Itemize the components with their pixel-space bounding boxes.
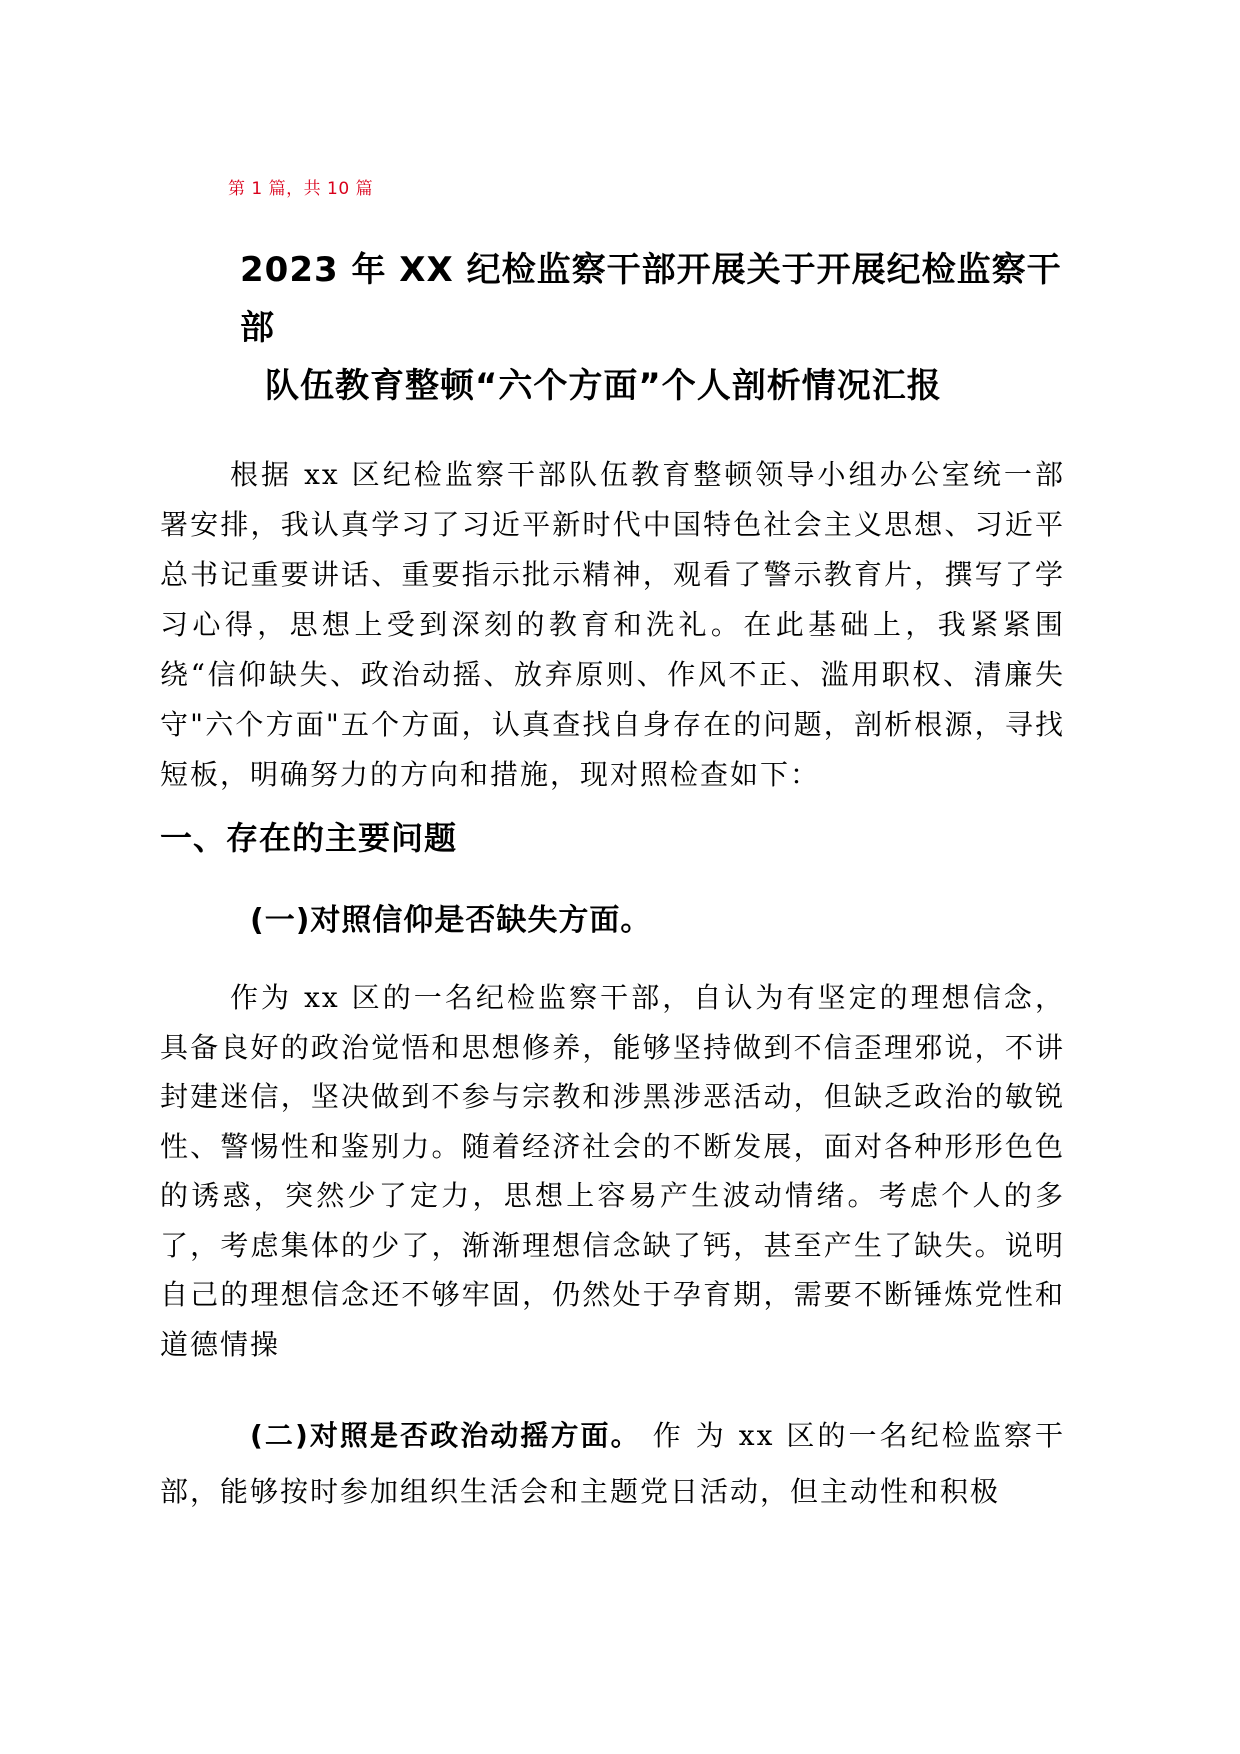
document-title-line-3: 队伍教育整顿“六个方面”个人剖析情况汇报 [265, 366, 942, 406]
document-title-line-2: 部 [240, 308, 275, 348]
page-counter: 第 1 篇，共 10 篇 [228, 179, 374, 199]
subsection-heading-politics: (二)对照是否政治动摇方面。 [250, 1419, 641, 1452]
document-title-line-1: 2023 年 XX 纪检监察干部开展关于开展纪检监察干 [240, 250, 1062, 290]
subsection-text-politics: 作 为 xx 区的一名纪检监察干部，能够按时参加组织生活会和主题党日活动，但主动性和积极 [160, 1419, 1065, 1508]
subsection-paragraph-politics [160, 1408, 1065, 1520]
section-heading-main-problems: 一、存在的主要问题 [160, 819, 458, 857]
subsection-heading-belief: (一)对照信仰是否缺失方面。 [250, 903, 652, 938]
intro-paragraph: 根据 xx 区纪检监察干部队伍教育整顿领导小组办公室统一部署安排，我认真学习了习近平新时代中国特色社会主义思想、习近平总书记重要讲话、重要指示批示精神，观看了警示教育片，撰写了学习心得，思想上受到深刻的教育和洗礼。在此基础上，我紧紧围绕“信仰缺失、政治动摇、放弃原则、作风不正、滥用职权、清廉失守"六个方面"五个方面，认真查找自身存在的问题，剖析根源，寻找短板，明确努力的方向和措施，现对照检查如下： [160, 458, 1065, 791]
subsection-paragraph-belief: 作为 xx 区的一名纪检监察干部，自认为有坚定的理想信念，具备良好的政治觉悟和思想修养，能够坚持做到不信歪理邪说，不讲封建迷信，坚决做到不参与宗教和涉黑涉恶活动，但缺乏政治的敏锐性、警惕性和鉴别力。随着经济社会的不断发展，面对各种形形色色的诱惑，突然少了定力，思想上容易产生波动情绪。考虑个人的多了，考虑集体的少了，渐渐理想信念缺了钙，甚至产生了缺失。说明自己的理想信念还不够牢固，仍然处于孕育期，需要不断锤炼党性和道德情操 [160, 981, 1065, 1361]
